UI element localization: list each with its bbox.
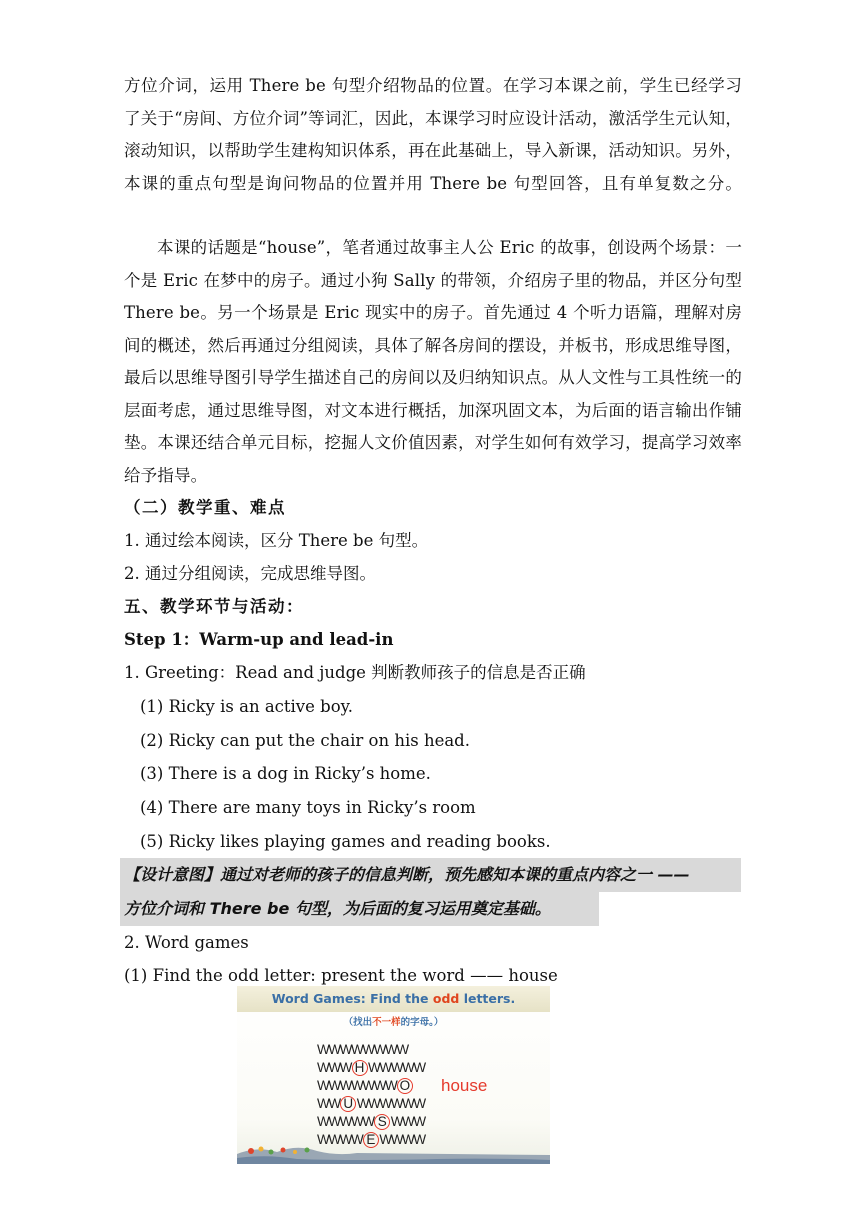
word-games-line: 2. Word games — [124, 933, 249, 952]
design-note-line-2: 方位介词和 There be 句型，为后面的复习运用奠定基础。 — [120, 892, 599, 926]
letter-row: WW U WWWWWW — [317, 1096, 425, 1111]
activities-heading: 五、教学环节与活动： — [124, 597, 304, 616]
step-title: Step 1：Warm-up and lead-in — [124, 630, 394, 649]
letter-row: WWWWWWW O — [317, 1078, 413, 1094]
slide-title: Word Games: Find the odd letters. — [237, 986, 550, 1012]
word-games-slide — [237, 986, 550, 1164]
key-points-heading: （二）教学重、难点 — [124, 498, 286, 517]
greeting-line: 1. Greeting：Read and judge 判断教师孩子的信息是否正确 — [124, 663, 586, 682]
circled-letter: E — [363, 1132, 379, 1148]
statement-4: (4) There are many toys in Ricky’s room — [140, 798, 476, 817]
circled-letter: H — [352, 1060, 368, 1076]
design-note-line-1: 【设计意图】通过对老师的孩子的信息判断，预先感知本课的重点内容之一 —— — [120, 858, 741, 892]
slide-subtitle: （找出不一样的字母。） — [343, 1017, 444, 1028]
topic-paragraph: 本课的话题是“house”，笔者通过故事主人公 Eric 的故事，创设两个场景：一个是 Eric 在梦中的房子。通过小狗 Sally 的带领，介绍房子里的物品，并区分句型 There be。另一个场景是 Eric 现实中的房子。首先通过 4 个听力语篇，理解对房间的概述，然后再通过分组阅读，具体了解各房间的摆设，并板书，形成思维导图，最后以思维导图引导学生描述自己的房间以及归纳知识点。从人文性与工具性统一的层面考虑，通过思维导图，对文本进行概括，加深巩固文本，为后面的语言输出作铺垫。本课还结合单元目标，挖掘人文价值因素，对学生如何有效学习，提高学习效率给予指导。 — [124, 238, 742, 485]
landscape-decoration — [237, 1142, 550, 1164]
statement-3: (3) There is a dog in Ricky’s home. — [140, 764, 431, 783]
statement-2: (2) Ricky can put the chair on his head. — [140, 731, 470, 750]
key-point-item-2: 2. 通过分组阅读，完成思维导图。 — [124, 564, 376, 583]
circled-letter: U — [340, 1096, 356, 1112]
letter-row: WWWWWWWW — [317, 1042, 408, 1057]
statement-1: (1) Ricky is an active boy. — [140, 697, 354, 716]
statement-5: (5) Ricky likes playing games and reading books. — [140, 832, 551, 851]
key-point-item-1: 1. 通过绘本阅读，区分 There be 句型。 — [124, 531, 429, 550]
intro-paragraph: 方位介词，运用 There be 句型介绍物品的位置。在学习本课之前，学生已经学习了关于“房间、方位介词”等词汇，因此，本课学习时应设计活动，激活学生元认知，滚动知识，以帮助学生建构知识体系，再在此基础上，导入新课，活动知识。另外，本课的重点句型是询问物品的位置并用 There be 句型回答，且有单复数之分。 — [124, 76, 742, 193]
letter-row: WWW H WWWWW — [317, 1060, 425, 1075]
letter-row: WWWWW S WWW — [317, 1114, 425, 1129]
find-odd-line: (1) Find the odd letter: present the word —— house — [124, 966, 558, 985]
answer-word: house — [441, 1076, 488, 1095]
circled-letter: O — [397, 1078, 413, 1094]
letter-row: WWWW E WWWW — [317, 1132, 425, 1147]
circled-letter: S — [374, 1114, 390, 1130]
